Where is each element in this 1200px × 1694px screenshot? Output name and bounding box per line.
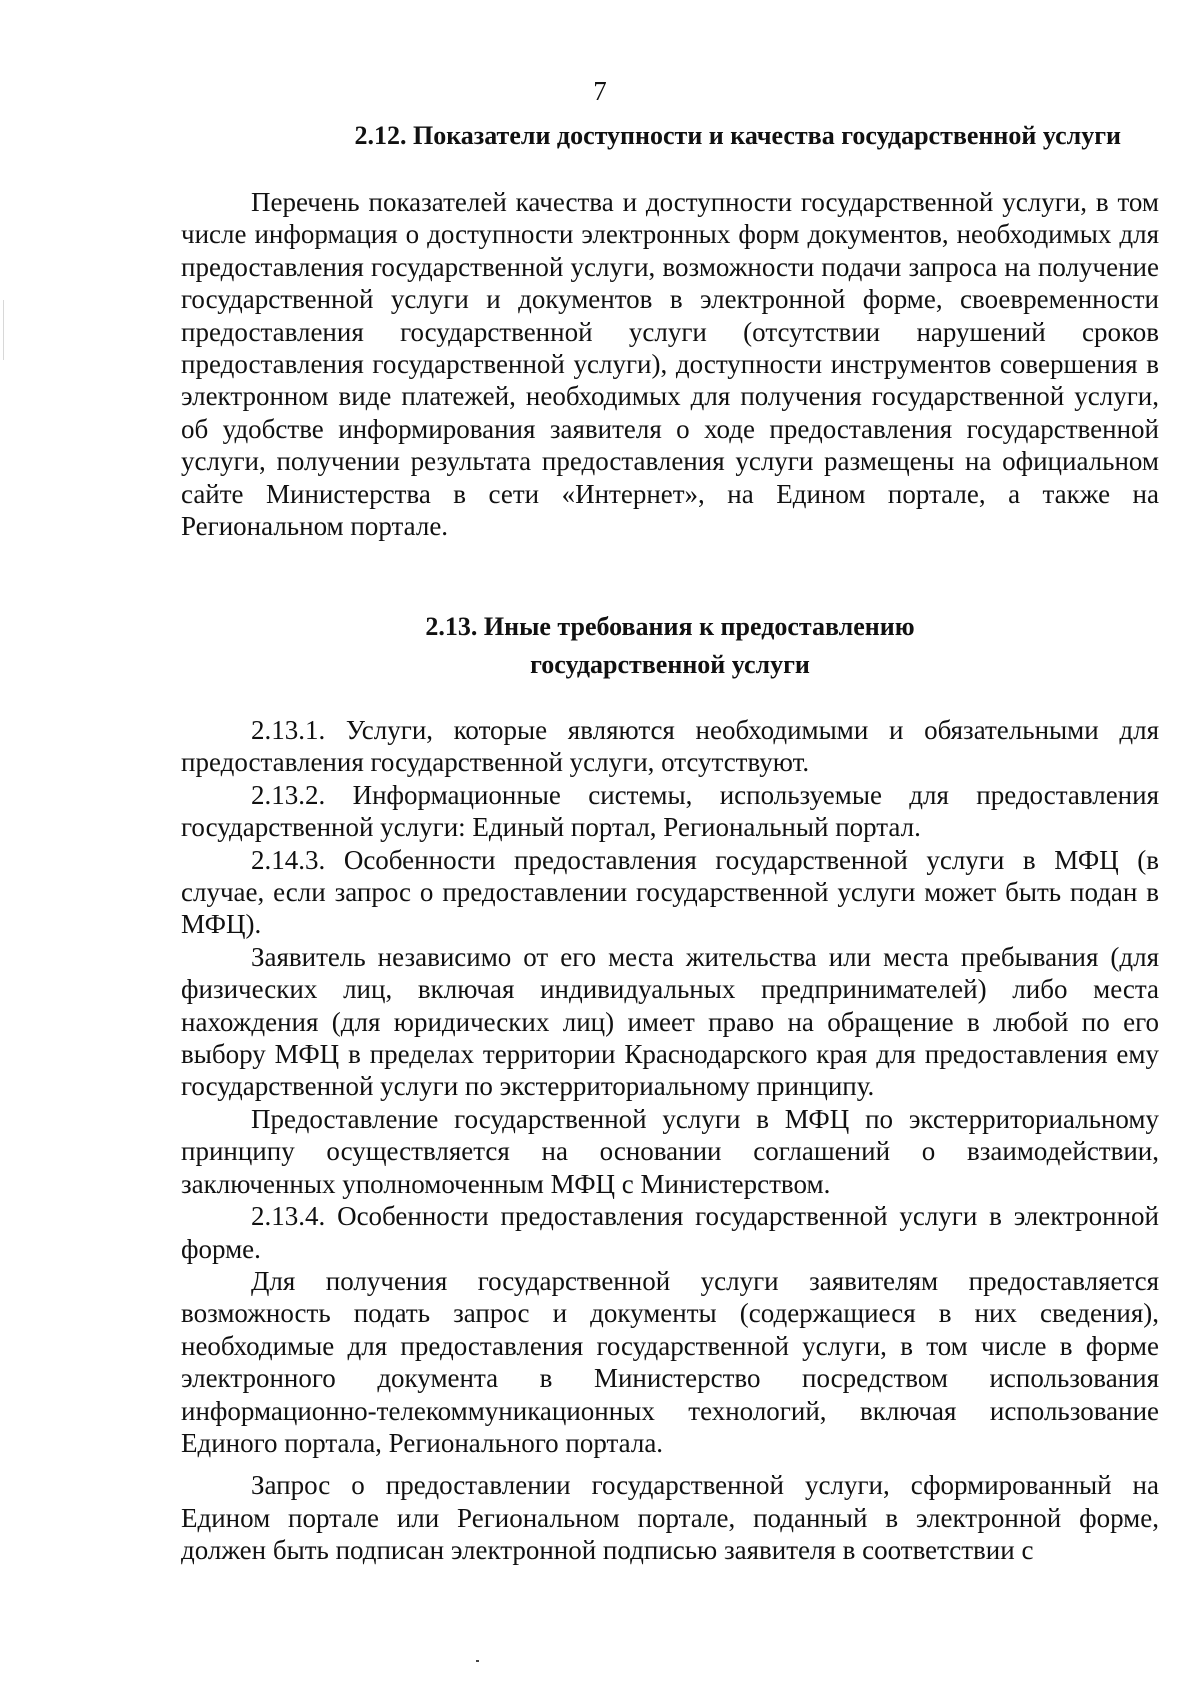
section-2-13-heading-line-1: 2.13. Иные требования к предоставлению	[425, 612, 915, 641]
paragraph-2-13-2: 2.13.2. Информационные системы, используемые для предоставления государственной услуги: Единый портал, Региональный портал.	[181, 779, 1159, 843]
section-2-13-body	[181, 714, 1159, 1567]
paragraph-applicant-right: Заявитель независимо от его места жительства или места пребывания (для физических лиц, включая индивидуальных предпринимателей) либо места нахождения (для юридических лиц) имеет право на обращение в любой по его выбору МФЦ в пределах территории Краснодарского края для предоставления ему государственной услуги по экстерриториальному принципу.	[181, 941, 1159, 1102]
section-2-12-heading-block	[181, 120, 1159, 152]
section-2-12-paragraph: Перечень показателей качества и доступности государственной услуги, в том числе информация о доступности электронных форм документов, необходимых для предоставления государственной услуги, возможности подачи запроса на получение государственной услуги и документов в электронной форме, своевременности предоставления государственной услуги (отсутствии нарушений сроков предоставления государственной услуги), доступности инструментов совершения в электронном виде платежей, необходимых для получения государственной услуги, об удобстве информирования заявителя о ходе предоставления государственной услуги, получении результата предоставления услуги размещены на официальном сайте Министерства в сети «Интернет», на Едином портале, а также на Региональном портале.	[181, 187, 1159, 542]
section-2-13-heading-block	[181, 608, 1159, 684]
paragraph-2-14-3: 2.14.3. Особенности предоставления государственной услуги в МФЦ (в случае, если запрос о предоставлении государственной услуги может быть подан в МФЦ).	[181, 844, 1159, 940]
section-2-13-heading-line-2: государственной услуги	[530, 650, 810, 679]
paragraph-electronic-submission: Для получения государственной услуги заявителям предоставляется возможность подать запрос и документы (содержащиеся в них сведения), необходимые для предоставления государственной услуги, в том числе в форме электронного документа в Министерство посредством использования информационно-телекоммуникационных технологий, включая использование Единого портала, Регионального портала.	[181, 1265, 1159, 1458]
page-number: 7	[593, 76, 607, 106]
paragraph-2-13-4: 2.13.4. Особенности предоставления государственной услуги в электронной форме.	[181, 1201, 1159, 1264]
paragraph-spacer	[181, 1459, 1159, 1469]
section-2-13-heading	[181, 608, 1159, 684]
paragraph-electronic-signature: Запрос о предоставлении государственной услуги, сформированный на Едином портале или Региональном портале, поданный в электронной форме, должен быть подписан электронной подписью заявителя в соответствии с	[181, 1470, 1159, 1566]
section-2-12-body	[181, 186, 1159, 542]
scan-speck	[476, 1660, 479, 1662]
paragraph-2-13-1: 2.13.1. Услуги, которые являются необходимыми и обязательными для предоставления государственной услуги, отсутствуют.	[181, 715, 1159, 778]
section-2-12-heading: 2.12. Показатели доступности и качества государственной услуги	[354, 121, 1121, 150]
paragraph-extraterritorial: Предоставление государственной услуги в МФЦ по экстерриториальному принципу осуществляется на основании соглашений о взаимодействии, заключенных уполномоченным МФЦ с Министерством.	[181, 1103, 1159, 1199]
scan-margin-shadow	[3, 300, 4, 360]
